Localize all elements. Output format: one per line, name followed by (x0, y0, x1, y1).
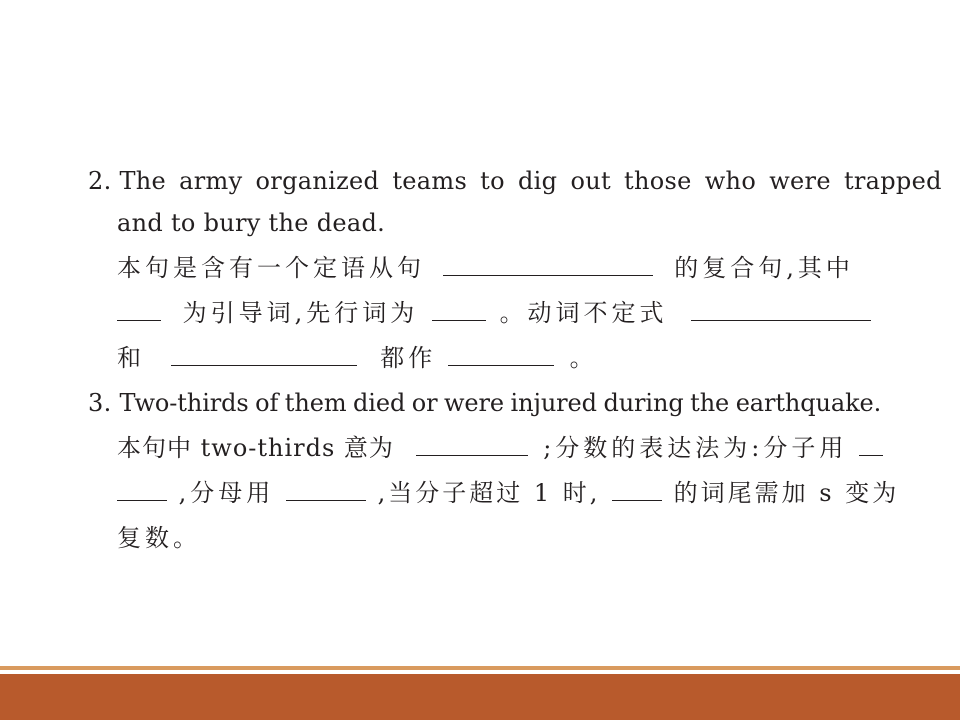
item-3-sentence-line-1 (88, 382, 881, 424)
item-2-q2-text-b: 。动词不定式 (499, 299, 668, 327)
item-2-sentence-text-2: and to bury the dead. (117, 209, 386, 237)
item-2-question-line-3 (117, 337, 598, 379)
item-3-question-line-2 (117, 472, 899, 514)
item-3-number: 3. (88, 389, 112, 417)
answer-blank[interactable] (416, 429, 528, 456)
answer-blank[interactable] (691, 294, 871, 321)
item-3-sentence-text-1: Two-thirds of them died or were injured during the earthquake. (119, 389, 882, 417)
item-2-number: 2. (88, 167, 112, 195)
item-3-q1-text-a: 本句中 two-thirds 意为 (117, 434, 394, 462)
answer-blank[interactable] (117, 294, 161, 321)
answer-blank[interactable] (117, 474, 167, 501)
item-2-q3-text-a: 和 (117, 344, 145, 372)
footer-accent-line (0, 666, 960, 670)
answer-blank[interactable] (286, 474, 366, 501)
item-3-q2-text-b: ,当分子超过 1 时, (377, 479, 601, 507)
footer-bar (0, 674, 960, 720)
item-2-sentence-text-1: The army organized teams to dig out those who were trapped (119, 167, 942, 195)
item-3-q2-text-c: 的词尾需加 s 变为 (673, 479, 900, 507)
item-3-q1-text-b: ;分数的表达法为:分子用 (543, 434, 848, 462)
item-2-q3-text-c: 。 (569, 344, 598, 372)
item-2-question-line-2 (117, 292, 871, 334)
answer-blank[interactable] (171, 339, 357, 366)
item-2-sentence-line-2 (117, 202, 385, 244)
item-2-q1-text-a: 本句是含有一个定语从句 (117, 254, 425, 282)
item-3-q2-text-a: ,分母用 (178, 479, 275, 507)
answer-blank[interactable] (432, 294, 486, 321)
item-2-q1-text-b: 的复合句,其中 (674, 254, 854, 282)
answer-blank[interactable] (859, 429, 883, 456)
item-3-question-line-3 (117, 517, 201, 559)
item-3-question-line-1 (117, 427, 883, 469)
item-2-sentence-line-1 (88, 160, 942, 202)
item-3-q3-text: 复数。 (117, 524, 201, 552)
answer-blank[interactable] (448, 339, 554, 366)
answer-blank[interactable] (612, 474, 662, 501)
answer-blank[interactable] (443, 249, 653, 276)
item-2-question-line-1 (117, 247, 854, 289)
item-2-q3-text-b: 都作 (380, 344, 437, 372)
item-2-q2-text-a: 为引导词,先行词为 (182, 299, 419, 327)
